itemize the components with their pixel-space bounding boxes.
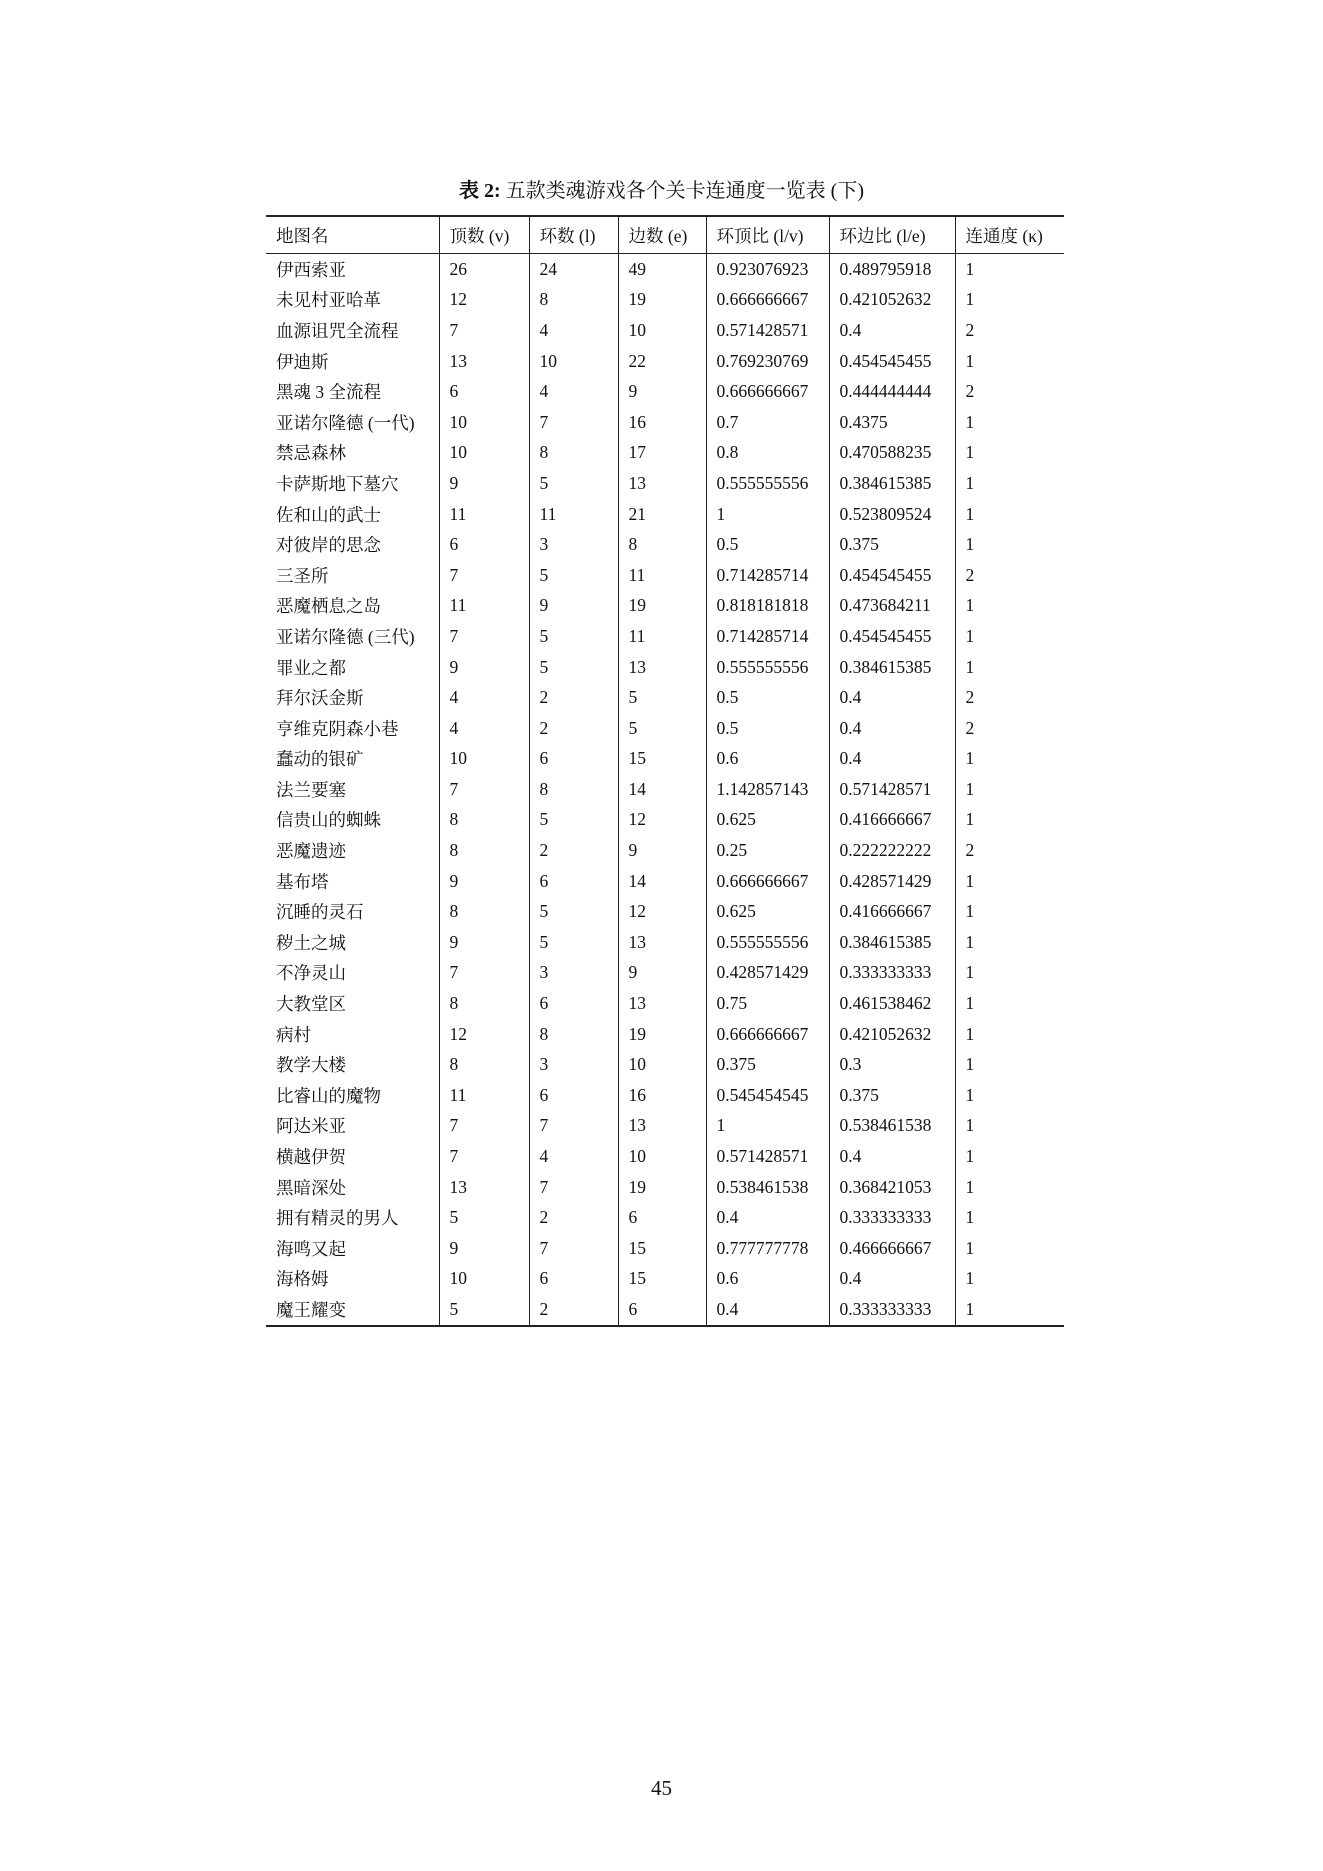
cell-map-name: 阿达米亚 <box>276 1116 346 1137</box>
cell-loop-vertex-ratio: 0.666666667 <box>706 285 829 316</box>
cell-connectivity: 1 <box>955 1233 1064 1264</box>
cell-loop-count: 6 <box>529 866 618 897</box>
table-row <box>266 1294 1064 1326</box>
cell-edge-count: 19 <box>618 285 706 316</box>
cell-connectivity: 2 <box>955 560 1064 591</box>
table-row <box>266 652 1064 683</box>
cell-map-name: 教学大楼 <box>276 1055 346 1076</box>
cell-vertex-count: 5 <box>439 1294 529 1326</box>
cell-connectivity: 1 <box>955 1049 1064 1080</box>
table-row <box>266 1233 1064 1264</box>
cell-edge-count: 49 <box>618 254 706 285</box>
table-row <box>266 866 1064 897</box>
table-row <box>266 682 1064 713</box>
header-loop-count: 环数 (l) <box>529 216 618 254</box>
cell-vertex-count: 9 <box>439 866 529 897</box>
table-row <box>266 1172 1064 1203</box>
table-row <box>266 805 1064 836</box>
cell-vertex-count: 8 <box>439 1049 529 1080</box>
table-row <box>266 896 1064 927</box>
cell-vertex-count: 12 <box>439 1019 529 1050</box>
cell-loop-vertex-ratio: 1 <box>706 1111 829 1142</box>
table-row <box>266 1019 1064 1050</box>
cell-map-name: 禁忌森林 <box>276 443 346 464</box>
cell-loop-edge-ratio: 0.4 <box>829 315 955 346</box>
cell-vertex-count: 12 <box>439 285 529 316</box>
cell-map-name: 三圣所 <box>276 565 329 586</box>
table-row <box>266 713 1064 744</box>
cell-loop-edge-ratio: 0.416666667 <box>829 896 955 927</box>
cell-loop-vertex-ratio: 0.714285714 <box>706 621 829 652</box>
cell-vertex-count: 10 <box>439 744 529 775</box>
cell-connectivity: 1 <box>955 652 1064 683</box>
cell-vertex-count: 26 <box>439 254 529 285</box>
cell-edge-count: 21 <box>618 499 706 530</box>
cell-vertex-count: 11 <box>439 499 529 530</box>
caption-label: 表 2: <box>459 180 501 202</box>
cell-connectivity: 2 <box>955 713 1064 744</box>
cell-connectivity: 1 <box>955 346 1064 377</box>
cell-connectivity: 1 <box>955 407 1064 438</box>
cell-vertex-count: 11 <box>439 1080 529 1111</box>
cell-vertex-count: 4 <box>439 713 529 744</box>
cell-loop-vertex-ratio: 0.4 <box>706 1294 829 1326</box>
cell-loop-count: 6 <box>529 988 618 1019</box>
cell-loop-count: 8 <box>529 774 618 805</box>
cell-loop-count: 2 <box>529 713 618 744</box>
cell-loop-count: 5 <box>529 927 618 958</box>
cell-vertex-count: 7 <box>439 560 529 591</box>
cell-loop-edge-ratio: 0.384615385 <box>829 652 955 683</box>
cell-loop-edge-ratio: 0.333333333 <box>829 958 955 989</box>
cell-loop-count: 5 <box>529 805 618 836</box>
cell-loop-edge-ratio: 0.571428571 <box>829 774 955 805</box>
cell-loop-vertex-ratio: 0.5 <box>706 682 829 713</box>
cell-vertex-count: 5 <box>439 1202 529 1233</box>
cell-loop-vertex-ratio: 0.666666667 <box>706 1019 829 1050</box>
cell-connectivity: 1 <box>955 438 1064 469</box>
table-row <box>266 774 1064 805</box>
cell-map-name: 蠢动的银矿 <box>276 749 364 770</box>
cell-vertex-count: 10 <box>439 1264 529 1295</box>
cell-edge-count: 15 <box>618 1264 706 1295</box>
header-vertex-count: 顶数 (v) <box>439 216 529 254</box>
cell-map-name: 海格姆 <box>276 1269 329 1290</box>
cell-edge-count: 9 <box>618 958 706 989</box>
cell-connectivity: 1 <box>955 1111 1064 1142</box>
cell-connectivity: 1 <box>955 744 1064 775</box>
cell-loop-vertex-ratio: 0.428571429 <box>706 958 829 989</box>
table-row <box>266 407 1064 438</box>
cell-connectivity: 1 <box>955 1202 1064 1233</box>
cell-loop-count: 9 <box>529 591 618 622</box>
cell-vertex-count: 8 <box>439 835 529 866</box>
cell-map-name: 罪业之都 <box>276 657 346 678</box>
cell-connectivity: 1 <box>955 285 1064 316</box>
cell-loop-edge-ratio: 0.421052632 <box>829 285 955 316</box>
table-row <box>266 1080 1064 1111</box>
table-row <box>266 1141 1064 1172</box>
cell-loop-edge-ratio: 0.454545455 <box>829 560 955 591</box>
cell-loop-vertex-ratio: 0.4 <box>706 1202 829 1233</box>
cell-loop-count: 5 <box>529 468 618 499</box>
cell-loop-vertex-ratio: 0.769230769 <box>706 346 829 377</box>
cell-loop-vertex-ratio: 0.555555556 <box>706 468 829 499</box>
cell-edge-count: 10 <box>618 1049 706 1080</box>
cell-loop-vertex-ratio: 1 <box>706 499 829 530</box>
cell-loop-count: 8 <box>529 285 618 316</box>
cell-vertex-count: 7 <box>439 1111 529 1142</box>
cell-loop-vertex-ratio: 0.8 <box>706 438 829 469</box>
cell-loop-count: 2 <box>529 1294 618 1326</box>
cell-connectivity: 2 <box>955 315 1064 346</box>
cell-edge-count: 14 <box>618 866 706 897</box>
cell-vertex-count: 6 <box>439 529 529 560</box>
cell-edge-count: 19 <box>618 1172 706 1203</box>
cell-edge-count: 13 <box>618 1111 706 1142</box>
cell-connectivity: 1 <box>955 499 1064 530</box>
cell-loop-edge-ratio: 0.461538462 <box>829 988 955 1019</box>
cell-map-name: 伊迪斯 <box>276 351 329 372</box>
cell-loop-edge-ratio: 0.333333333 <box>829 1202 955 1233</box>
table-row <box>266 468 1064 499</box>
cell-edge-count: 11 <box>618 621 706 652</box>
cell-connectivity: 1 <box>955 866 1064 897</box>
cell-connectivity: 1 <box>955 988 1064 1019</box>
cell-edge-count: 9 <box>618 835 706 866</box>
cell-loop-vertex-ratio: 0.571428571 <box>706 315 829 346</box>
cell-loop-edge-ratio: 0.470588235 <box>829 438 955 469</box>
cell-loop-edge-ratio: 0.454545455 <box>829 621 955 652</box>
cell-loop-vertex-ratio: 0.923076923 <box>706 254 829 285</box>
cell-loop-edge-ratio: 0.333333333 <box>829 1294 955 1326</box>
cell-edge-count: 12 <box>618 896 706 927</box>
caption-title: 五款类魂游戏各个关卡连通度一览表 (下) <box>505 180 864 202</box>
table-row <box>266 927 1064 958</box>
table-row <box>266 621 1064 652</box>
table-row <box>266 744 1064 775</box>
cell-connectivity: 1 <box>955 621 1064 652</box>
cell-loop-count: 6 <box>529 1264 618 1295</box>
table-row <box>266 1202 1064 1233</box>
cell-loop-edge-ratio: 0.4 <box>829 1264 955 1295</box>
cell-loop-count: 5 <box>529 621 618 652</box>
cell-loop-count: 11 <box>529 499 618 530</box>
cell-edge-count: 19 <box>618 1019 706 1050</box>
cell-edge-count: 6 <box>618 1202 706 1233</box>
cell-loop-vertex-ratio: 0.6 <box>706 1264 829 1295</box>
cell-map-name: 伊西索亚 <box>276 259 346 280</box>
cell-edge-count: 16 <box>618 407 706 438</box>
cell-map-name: 信贵山的蜘蛛 <box>276 810 381 831</box>
cell-vertex-count: 11 <box>439 591 529 622</box>
cell-vertex-count: 7 <box>439 621 529 652</box>
cell-loop-count: 8 <box>529 1019 618 1050</box>
cell-map-name: 恶魔栖息之岛 <box>276 596 381 617</box>
cell-map-name: 亚诺尔隆德 (三代) <box>276 626 415 647</box>
cell-vertex-count: 7 <box>439 774 529 805</box>
cell-vertex-count: 8 <box>439 805 529 836</box>
cell-loop-edge-ratio: 0.421052632 <box>829 1019 955 1050</box>
header-connectivity: 连通度 (κ) <box>955 216 1064 254</box>
table-row <box>266 988 1064 1019</box>
table-caption <box>0 174 1323 203</box>
cell-edge-count: 5 <box>618 713 706 744</box>
cell-edge-count: 5 <box>618 682 706 713</box>
cell-loop-vertex-ratio: 0.75 <box>706 988 829 1019</box>
cell-edge-count: 13 <box>618 988 706 1019</box>
cell-edge-count: 16 <box>618 1080 706 1111</box>
connectivity-table <box>266 215 1064 1327</box>
cell-loop-edge-ratio: 0.538461538 <box>829 1111 955 1142</box>
cell-loop-edge-ratio: 0.489795918 <box>829 254 955 285</box>
cell-loop-vertex-ratio: 0.7 <box>706 407 829 438</box>
cell-edge-count: 8 <box>618 529 706 560</box>
cell-loop-edge-ratio: 0.428571429 <box>829 866 955 897</box>
cell-loop-count: 7 <box>529 1111 618 1142</box>
cell-map-name: 佐和山的武士 <box>276 504 381 525</box>
cell-map-name: 横越伊贺 <box>276 1147 346 1168</box>
cell-map-name: 血源诅咒全流程 <box>276 320 399 341</box>
cell-edge-count: 15 <box>618 1233 706 1264</box>
cell-vertex-count: 9 <box>439 468 529 499</box>
cell-loop-edge-ratio: 0.222222222 <box>829 835 955 866</box>
cell-loop-edge-ratio: 0.4375 <box>829 407 955 438</box>
cell-loop-edge-ratio: 0.523809524 <box>829 499 955 530</box>
cell-connectivity: 2 <box>955 835 1064 866</box>
cell-connectivity: 1 <box>955 529 1064 560</box>
cell-edge-count: 10 <box>618 315 706 346</box>
cell-vertex-count: 7 <box>439 1141 529 1172</box>
cell-loop-vertex-ratio: 0.5 <box>706 713 829 744</box>
cell-connectivity: 1 <box>955 254 1064 285</box>
cell-connectivity: 1 <box>955 1294 1064 1326</box>
cell-edge-count: 6 <box>618 1294 706 1326</box>
table-row <box>266 254 1064 285</box>
cell-map-name: 亚诺尔隆德 (一代) <box>276 412 415 433</box>
cell-loop-count: 10 <box>529 346 618 377</box>
cell-edge-count: 13 <box>618 652 706 683</box>
cell-connectivity: 1 <box>955 805 1064 836</box>
cell-edge-count: 22 <box>618 346 706 377</box>
cell-loop-vertex-ratio: 0.5 <box>706 529 829 560</box>
cell-map-name: 病村 <box>276 1024 311 1045</box>
cell-map-name: 法兰要塞 <box>276 779 346 800</box>
cell-loop-vertex-ratio: 0.625 <box>706 805 829 836</box>
cell-loop-count: 3 <box>529 958 618 989</box>
cell-vertex-count: 13 <box>439 346 529 377</box>
cell-loop-count: 5 <box>529 560 618 591</box>
cell-vertex-count: 8 <box>439 988 529 1019</box>
cell-loop-count: 5 <box>529 896 618 927</box>
cell-loop-count: 6 <box>529 744 618 775</box>
cell-loop-edge-ratio: 0.4 <box>829 682 955 713</box>
table-row <box>266 1264 1064 1295</box>
cell-loop-edge-ratio: 0.444444444 <box>829 376 955 407</box>
cell-loop-edge-ratio: 0.368421053 <box>829 1172 955 1203</box>
cell-map-name: 基布塔 <box>276 871 329 892</box>
cell-map-name: 魔王耀变 <box>276 1299 346 1320</box>
cell-edge-count: 15 <box>618 744 706 775</box>
cell-loop-edge-ratio: 0.384615385 <box>829 927 955 958</box>
cell-connectivity: 1 <box>955 1264 1064 1295</box>
cell-connectivity: 1 <box>955 591 1064 622</box>
cell-connectivity: 1 <box>955 1141 1064 1172</box>
cell-loop-vertex-ratio: 0.555555556 <box>706 927 829 958</box>
page-number: 45 <box>651 1776 672 1800</box>
cell-loop-count: 2 <box>529 1202 618 1233</box>
cell-connectivity: 1 <box>955 927 1064 958</box>
cell-loop-vertex-ratio: 0.625 <box>706 896 829 927</box>
header-loop-edge-ratio: 环边比 (l/e) <box>829 216 955 254</box>
cell-loop-count: 7 <box>529 1172 618 1203</box>
cell-loop-count: 4 <box>529 376 618 407</box>
cell-map-name: 大教堂区 <box>276 994 346 1015</box>
cell-loop-count: 2 <box>529 682 618 713</box>
cell-map-name: 未见村亚哈革 <box>276 290 381 311</box>
cell-vertex-count: 4 <box>439 682 529 713</box>
table-row <box>266 529 1064 560</box>
cell-loop-count: 5 <box>529 652 618 683</box>
cell-connectivity: 1 <box>955 1080 1064 1111</box>
cell-edge-count: 9 <box>618 376 706 407</box>
table-row <box>266 1111 1064 1142</box>
cell-loop-edge-ratio: 0.4 <box>829 713 955 744</box>
cell-connectivity: 1 <box>955 958 1064 989</box>
table-row <box>266 958 1064 989</box>
table-row <box>266 346 1064 377</box>
header-edge-count: 边数 (e) <box>618 216 706 254</box>
cell-vertex-count: 7 <box>439 958 529 989</box>
cell-connectivity: 2 <box>955 376 1064 407</box>
cell-loop-edge-ratio: 0.454545455 <box>829 346 955 377</box>
cell-edge-count: 14 <box>618 774 706 805</box>
cell-loop-vertex-ratio: 0.777777778 <box>706 1233 829 1264</box>
cell-loop-vertex-ratio: 0.555555556 <box>706 652 829 683</box>
cell-vertex-count: 9 <box>439 652 529 683</box>
cell-loop-count: 3 <box>529 529 618 560</box>
cell-loop-edge-ratio: 0.416666667 <box>829 805 955 836</box>
cell-loop-count: 7 <box>529 407 618 438</box>
cell-connectivity: 2 <box>955 682 1064 713</box>
cell-connectivity: 1 <box>955 468 1064 499</box>
cell-loop-edge-ratio: 0.466666667 <box>829 1233 955 1264</box>
cell-loop-edge-ratio: 0.384615385 <box>829 468 955 499</box>
cell-map-name: 拜尔沃金斯 <box>276 688 364 709</box>
table-row <box>266 591 1064 622</box>
cell-map-name: 海鸣又起 <box>276 1238 346 1259</box>
table-row <box>266 560 1064 591</box>
cell-connectivity: 1 <box>955 774 1064 805</box>
cell-loop-vertex-ratio: 0.571428571 <box>706 1141 829 1172</box>
cell-edge-count: 19 <box>618 591 706 622</box>
cell-map-name: 拥有精灵的男人 <box>276 1208 399 1229</box>
cell-edge-count: 10 <box>618 1141 706 1172</box>
cell-map-name: 秽土之城 <box>276 932 346 953</box>
table-row <box>266 315 1064 346</box>
table-row <box>266 285 1064 316</box>
cell-vertex-count: 6 <box>439 376 529 407</box>
cell-loop-vertex-ratio: 0.818181818 <box>706 591 829 622</box>
cell-loop-edge-ratio: 0.4 <box>829 1141 955 1172</box>
cell-vertex-count: 7 <box>439 315 529 346</box>
cell-loop-edge-ratio: 0.473684211 <box>829 591 955 622</box>
cell-vertex-count: 9 <box>439 927 529 958</box>
cell-map-name: 黑暗深处 <box>276 1177 346 1198</box>
header-map-name: 地图名 <box>266 216 439 254</box>
cell-map-name: 比睿山的魔物 <box>276 1085 381 1106</box>
cell-loop-vertex-ratio: 0.666666667 <box>706 376 829 407</box>
cell-loop-vertex-ratio: 0.6 <box>706 744 829 775</box>
cell-edge-count: 13 <box>618 468 706 499</box>
table-row <box>266 1049 1064 1080</box>
cell-loop-vertex-ratio: 0.714285714 <box>706 560 829 591</box>
cell-vertex-count: 9 <box>439 1233 529 1264</box>
cell-edge-count: 13 <box>618 927 706 958</box>
cell-loop-count: 6 <box>529 1080 618 1111</box>
cell-loop-vertex-ratio: 0.545454545 <box>706 1080 829 1111</box>
cell-loop-count: 4 <box>529 1141 618 1172</box>
cell-loop-count: 7 <box>529 1233 618 1264</box>
table-row <box>266 438 1064 469</box>
cell-loop-vertex-ratio: 0.25 <box>706 835 829 866</box>
cell-vertex-count: 13 <box>439 1172 529 1203</box>
cell-loop-vertex-ratio: 0.666666667 <box>706 866 829 897</box>
cell-loop-edge-ratio: 0.375 <box>829 529 955 560</box>
cell-connectivity: 1 <box>955 896 1064 927</box>
cell-loop-vertex-ratio: 0.538461538 <box>706 1172 829 1203</box>
header-loop-vertex-ratio: 环顶比 (l/v) <box>706 216 829 254</box>
cell-edge-count: 11 <box>618 560 706 591</box>
header-row <box>266 216 1064 254</box>
cell-loop-vertex-ratio: 1.142857143 <box>706 774 829 805</box>
cell-loop-edge-ratio: 0.4 <box>829 744 955 775</box>
cell-map-name: 对彼岸的思念 <box>276 535 381 556</box>
cell-connectivity: 1 <box>955 1019 1064 1050</box>
cell-loop-count: 4 <box>529 315 618 346</box>
cell-edge-count: 17 <box>618 438 706 469</box>
cell-loop-edge-ratio: 0.3 <box>829 1049 955 1080</box>
cell-map-name: 沉睡的灵石 <box>276 902 364 923</box>
cell-vertex-count: 10 <box>439 407 529 438</box>
cell-loop-edge-ratio: 0.375 <box>829 1080 955 1111</box>
cell-loop-vertex-ratio: 0.375 <box>706 1049 829 1080</box>
table-row <box>266 499 1064 530</box>
cell-vertex-count: 8 <box>439 896 529 927</box>
cell-loop-count: 24 <box>529 254 618 285</box>
table-row <box>266 835 1064 866</box>
cell-loop-count: 2 <box>529 835 618 866</box>
cell-vertex-count: 10 <box>439 438 529 469</box>
cell-loop-count: 8 <box>529 438 618 469</box>
cell-map-name: 恶魔遗迹 <box>276 841 346 862</box>
cell-loop-count: 3 <box>529 1049 618 1080</box>
cell-map-name: 亨维克阴森小巷 <box>276 718 399 739</box>
cell-map-name: 黑魂 3 全流程 <box>276 382 381 403</box>
cell-map-name: 不净灵山 <box>276 963 346 984</box>
cell-edge-count: 12 <box>618 805 706 836</box>
cell-map-name: 卡萨斯地下墓穴 <box>276 473 399 494</box>
cell-connectivity: 1 <box>955 1172 1064 1203</box>
table-row <box>266 376 1064 407</box>
